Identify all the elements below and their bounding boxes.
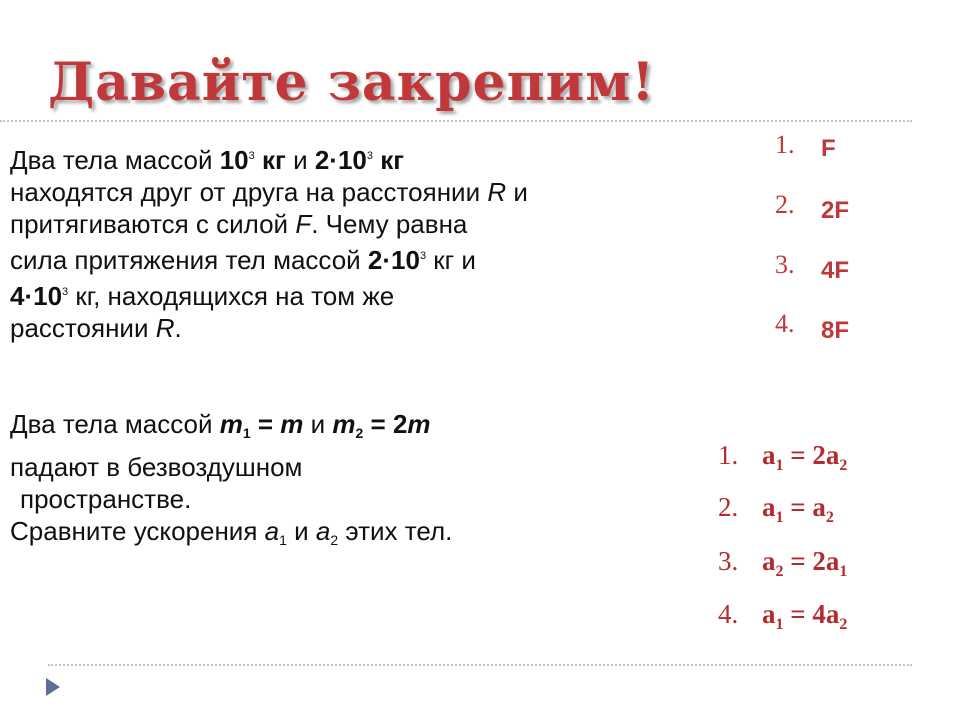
text-run: = a — [783, 492, 826, 522]
problem-1-text — [10, 140, 528, 344]
text-run: сила притяжения тел массой — [10, 245, 368, 275]
text-run: находятся друг от друга на расстоянии — [10, 177, 488, 207]
answer-1-2-value: 2F — [821, 197, 850, 224]
problem-2-line-4 — [10, 515, 452, 556]
subscript: 2 — [839, 457, 848, 474]
subscript: 1 — [775, 616, 784, 633]
answer-2-1-value — [762, 440, 847, 475]
problem-1-line-5 — [10, 276, 528, 312]
text-run: и — [303, 409, 333, 439]
text-run: = 2 — [363, 409, 408, 439]
mass-4-value: 4·10 — [10, 281, 63, 311]
text-run: Два тела массой — [10, 409, 220, 439]
problem-2-line-1 — [10, 408, 452, 449]
text-run: = 4a — [783, 599, 840, 629]
subscript: 1 — [839, 563, 848, 580]
text-run: = 2a — [783, 440, 840, 470]
subscript: 1 — [775, 509, 784, 526]
text-run: a — [762, 546, 776, 576]
answer-1-3-value: 4F — [821, 257, 850, 284]
text-run: и — [286, 516, 316, 546]
text-run: и — [506, 177, 528, 207]
text-run: Два тела массой — [10, 145, 220, 175]
exponent: 3 — [366, 150, 373, 162]
triangle-right-icon[interactable] — [46, 678, 60, 696]
text-run: этих тел. — [338, 516, 453, 546]
answer-1-1-value: F — [821, 135, 836, 162]
problem-1-line-6 — [10, 312, 528, 344]
mass-symbol: m — [407, 409, 431, 439]
subscript: 2 — [355, 425, 364, 441]
acceleration-symbol: a — [264, 516, 280, 546]
problem-2-line-3: пространстве. — [20, 484, 192, 514]
distance-symbol: R — [155, 313, 175, 343]
mass-1-value: 10 — [219, 145, 249, 175]
force-symbol: F — [295, 209, 312, 239]
text-run: Сравните ускорения — [10, 516, 265, 546]
answer-1-1-number: 1. — [775, 130, 795, 159]
text-run: a — [762, 599, 776, 629]
acceleration-symbol: a — [315, 516, 331, 546]
text-run: притягиваются с силой — [10, 209, 296, 239]
subscript: 1 — [775, 457, 784, 474]
subscript: 2 — [775, 563, 784, 580]
answer-2-3-number: 3. — [718, 546, 739, 576]
answer-2-4-number: 4. — [718, 599, 739, 629]
answer-2-1-number: 1. — [718, 440, 739, 470]
problem-1-line-1 — [10, 140, 528, 176]
answer-1-2-number: 2. — [775, 190, 795, 219]
mass-3-value: 2·10 — [367, 245, 420, 275]
problem-1-line-3 — [10, 208, 528, 240]
mass-symbol: m — [219, 409, 243, 439]
text-run: a — [762, 440, 776, 470]
unit-kg: кг — [373, 145, 405, 175]
exponent: 3 — [248, 150, 255, 162]
answer-2-3-value — [762, 546, 847, 581]
unit-kg: кг — [254, 145, 286, 175]
subscript: 2 — [330, 532, 339, 548]
text-run: = 2a — [783, 546, 840, 576]
problem-1-line-2 — [10, 176, 528, 208]
answer-1-4-value: 8F — [821, 317, 850, 344]
answer-1-4-number: 4. — [775, 309, 795, 338]
problem-2-line-2: падают в безвоздушном — [10, 452, 303, 482]
problem-2-text — [10, 408, 452, 556]
mass-symbol: m — [332, 409, 356, 439]
text-run: кг и — [426, 245, 476, 275]
text-run: = — [250, 409, 281, 439]
text-run: кг, находящихся на том же — [68, 281, 395, 311]
subscript: 1 — [242, 425, 251, 441]
subscript: 1 — [279, 532, 287, 548]
text-run: расстоянии — [10, 313, 156, 343]
problem-1-line-4 — [10, 240, 528, 276]
answer-2-4-value — [762, 599, 847, 634]
text-run: . Чему равна — [311, 209, 468, 239]
exponent: 3 — [62, 286, 69, 298]
subscript: 2 — [825, 509, 834, 526]
text-run: . — [174, 313, 182, 343]
distance-symbol: R — [487, 177, 507, 207]
answer-2-2-value — [762, 492, 834, 527]
top-divider — [0, 120, 912, 122]
text-run: и — [285, 145, 315, 175]
mass-symbol: m — [280, 409, 304, 439]
answer-2-2-number: 2. — [718, 492, 739, 522]
bottom-divider — [48, 664, 912, 666]
exponent: 3 — [419, 250, 427, 262]
slide-title: Давайте закрепим! — [48, 52, 656, 113]
subscript: 2 — [839, 616, 848, 633]
mass-2-value: 2·10 — [314, 145, 367, 175]
text-run: a — [762, 492, 776, 522]
answer-1-3-number: 3. — [775, 250, 795, 279]
